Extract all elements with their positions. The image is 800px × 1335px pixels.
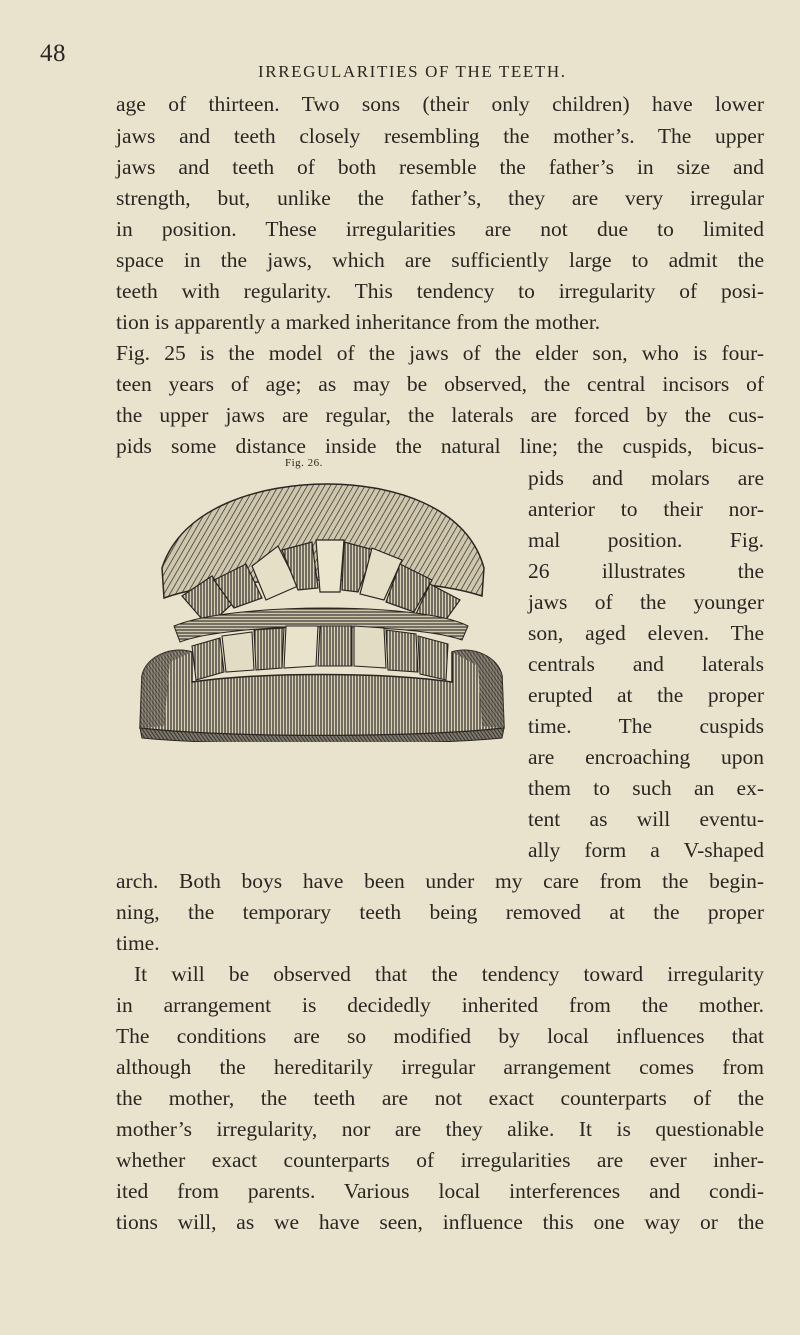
text-line: mal position. Fig.: [528, 528, 764, 552]
text-line: time. The cuspids: [528, 714, 764, 738]
text-line: ning, the temporary teeth being removed at the proper: [116, 900, 764, 924]
text-line: tion is apparently a marked inheritance from the mother.: [116, 310, 601, 334]
text-line: jaws and teeth closely resembling the mother’s. The upper: [116, 124, 764, 148]
text-line: jaws and teeth of both resemble the father’s in size and: [116, 155, 764, 179]
text-line: erupted at the proper: [528, 683, 764, 707]
text-line: teeth with regularity. This tendency to irregularity of posi-: [116, 279, 764, 303]
text-line: arch. Both boys have been under my care from the begin-: [116, 869, 764, 893]
text-line: space in the jaws, which are sufficiently large to admit the: [116, 248, 764, 272]
text-line: ally form a V-shaped: [528, 838, 764, 862]
text-line: the mother, the teeth are not exact counterparts of the: [116, 1086, 764, 1110]
text-line: tions will, as we have seen, influence this one way or the: [116, 1210, 764, 1234]
text-line: age of thirteen. Two sons (their only children) have lower: [116, 92, 764, 116]
text-line: in arrangement is decidedly inherited from the mother.: [116, 993, 764, 1017]
running-head: IRREGULARITIES OF THE TEETH.: [258, 62, 567, 81]
text-line: centrals and laterals: [528, 652, 764, 676]
text-line: ited from parents. Various local interferences and condi-: [116, 1179, 764, 1203]
text-line: pids some distance inside the natural line; the cuspids, bicus-: [116, 434, 764, 458]
text-line: mother’s irregularity, nor are they alike. It is questionable: [116, 1117, 764, 1141]
text-line: teen years of age; as may be observed, the central incisors of: [116, 372, 764, 396]
text-line: 26 illustrates the: [528, 559, 764, 583]
page-number: 48: [40, 40, 66, 67]
text-line: It will be observed that the tendency toward irregularity: [134, 962, 764, 986]
text-line: are encroaching upon: [528, 745, 764, 769]
text-line: time.: [116, 931, 160, 955]
text-line: anterior to their nor-: [528, 497, 764, 521]
text-line: strength, but, unlike the father’s, they are very irregular: [116, 186, 764, 210]
lower-teeth: [192, 626, 448, 680]
text-line: the upper jaws are regular, the laterals are forced by the cus-: [116, 403, 764, 427]
text-line: tent as will eventu-: [528, 807, 764, 831]
text-line: pids and molars are: [528, 466, 764, 490]
text-line: although the hereditarily irregular arrangement comes from: [116, 1055, 764, 1079]
text-line: in position. These irregularities are not due to limited: [116, 217, 764, 241]
dental-model-illustration: [122, 476, 517, 742]
text-line: jaws of the younger: [528, 590, 764, 614]
figure-label: Fig. 26.: [285, 457, 323, 469]
text-line: son, aged eleven. The: [528, 621, 764, 645]
text-line: Fig. 25 is the model of the jaws of the elder son, who is four-: [116, 341, 764, 365]
text-line: them to such an ex-: [528, 776, 764, 800]
dental-model-figure: [122, 476, 517, 742]
text-line: The conditions are so modified by local influences that: [116, 1024, 764, 1048]
text-line: whether exact counterparts of irregularities are ever inher-: [116, 1148, 764, 1172]
